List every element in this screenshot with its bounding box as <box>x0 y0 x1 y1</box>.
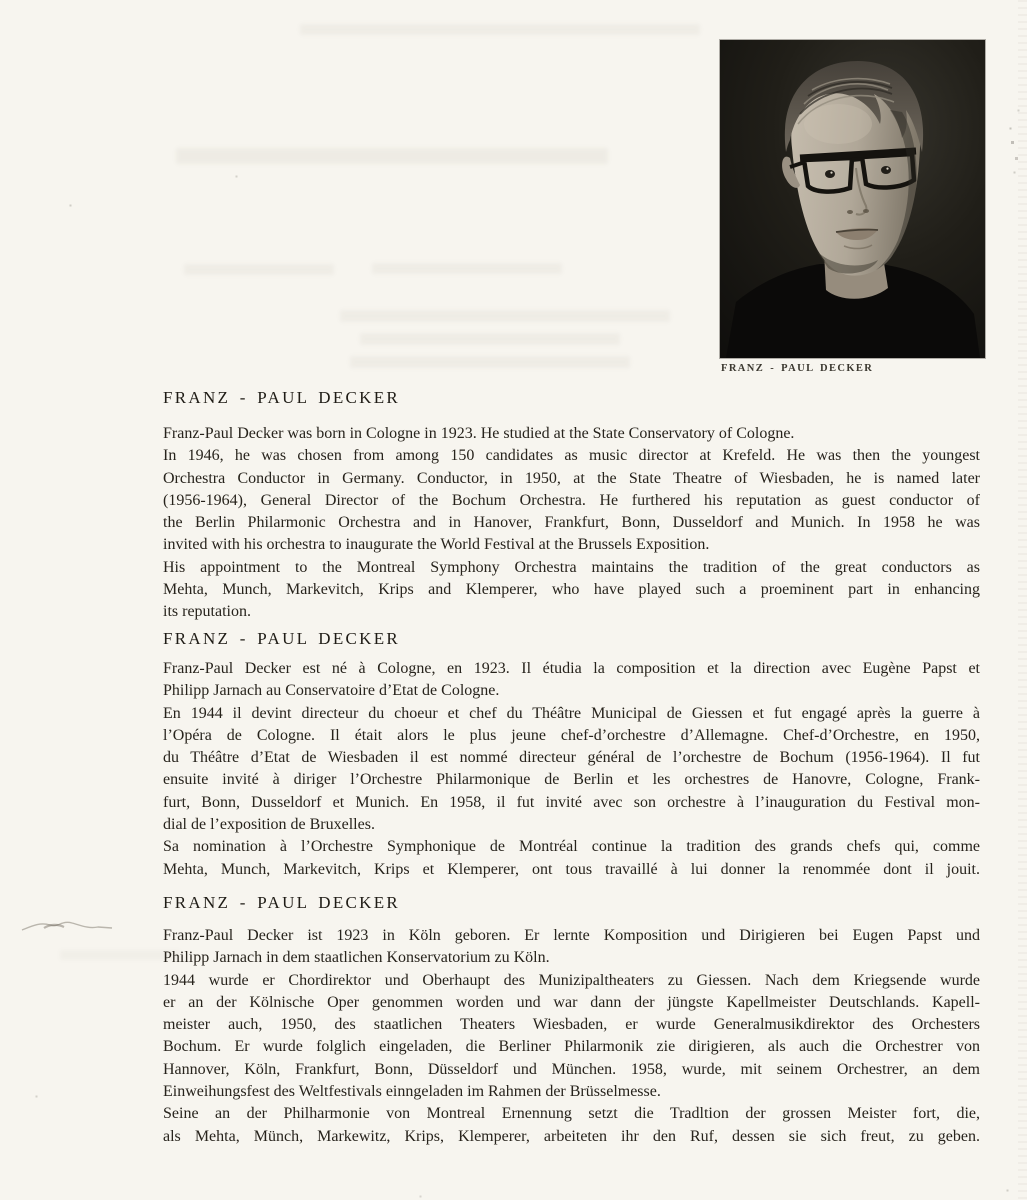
text-line: Sa nomination à l’Orchestre Symphonique de Montréal continue la tradition des grands chefs qui, comme <box>163 838 980 856</box>
text-line: the Berlin Philarmonic Orchestra and in Hanover, Frankfurt, Bonn, Dusseldorf and Munich. In 1958 he was <box>163 514 980 532</box>
scan-noise <box>0 0 1 1</box>
photo-caption: FRANZ - PAUL DECKER <box>721 363 874 374</box>
text-line: Philipp Jarnach in dem staatlichen Konservatorium zu Köln. <box>163 949 550 967</box>
section-heading-french: FRANZ - PAUL DECKER <box>163 629 401 648</box>
text-line: Einweihungsfest des Weltfestivals einngeladen im Rahmen der Brüsselmesse. <box>163 1083 661 1101</box>
bleedthrough-mark <box>176 148 608 164</box>
section-heading-german: FRANZ - PAUL DECKER <box>163 893 401 912</box>
text-line: dial de l’exposition de Bruxelles. <box>163 816 375 834</box>
scan-edge-noise <box>1018 0 1027 1200</box>
text-line: Franz-Paul Decker ist 1923 in Köln geboren. Er lernte Komposition und Dirigieren bei Eugen Papst und <box>163 927 980 944</box>
bleedthrough-mark <box>350 356 630 368</box>
text-line: His appointment to the Montreal Symphony Orchestra maintains the tradition of the great conductors as <box>163 558 980 576</box>
text-line: Franz-Paul Decker est né à Cologne, en 1923. Il étudia la composition et la direction avec Eugène Papst et <box>163 660 980 677</box>
bleedthrough-mark <box>300 24 700 35</box>
bleedthrough-mark <box>60 950 180 960</box>
bleedthrough-mark <box>372 263 562 274</box>
text-line: Mehta, Munch, Markevitch, Krips and Klemperer, who have played such a proeminent part in enhancing <box>163 581 980 599</box>
text-line: invited with his orchestra to inaugurate the World Festival at the Brussels Exposition. <box>163 536 710 554</box>
text-line: Mehta, Munch, Markevitch, Krips et Klemperer, ont tous travaillé à lui donner la renommée dont il jouit. <box>163 860 980 878</box>
text-line: Philipp Jarnach au Conservatoire d’Etat de Cologne. <box>163 682 500 700</box>
text-line: (1956-1964), General Director of the Bochum Orchestra. He furthered his reputation as guest conductor of <box>163 491 980 509</box>
text-line: du Théâtre d’Etat de Wiesbaden il est nommé directeur général de l’orchestre de Bochum (1956-1964). Il fut <box>163 749 980 767</box>
text-line: ensuite invité à diriger l’Orchestre Philarmonique de Berlin et les orchestres de Hanovre, Cologne, Frank- <box>163 771 980 789</box>
portrait-illustration <box>720 40 985 358</box>
text-line: l’Opéra de Cologne. Il était alors le plus jeune chef-d’orchestre d’Allemagne. Chef-d’Orchestre, en 1950, <box>163 726 980 744</box>
bleedthrough-mark <box>340 310 670 322</box>
text-line: In 1946, he was chosen from among 150 candidates as music director at Krefeld. He was then the youngest <box>163 447 980 465</box>
text-line: Seine an der Philharmonie von Montreal Ernennung setzt die Tradltion der grossen Meister fort, die, <box>163 1105 980 1123</box>
text-line: als Mehta, Münch, Markewitz, Krips, Klemperer, arbeiteten ihr den Ruf, dessen sie sich freut, zu geben. <box>163 1127 980 1145</box>
text-line: meister auch, 1950, des staatlichen Theaters Wiesbaden, er wurde Generalmusikdirektor des Orchesters <box>163 1016 980 1034</box>
text-line: its reputation. <box>163 603 251 621</box>
section-body-english <box>163 423 980 624</box>
text-line: Orchestra Conductor in Germany. Conductor, in 1950, at the State Theatre of Wiesbaden, he is named later <box>163 469 980 487</box>
text-line: 1944 wurde er Chordirektor und Oberhaupt des Munizipaltheaters zu Giessen. Nach dem Kriegsende wurde <box>163 971 980 989</box>
text-line: Hannover, Köln, Frankfurt, Bonn, Düsseldorf und München. 1958, wurde, mit seinem Orchestrer, an dem <box>163 1060 980 1078</box>
text-line: Bochum. Er wurde folglich eingeladen, die Berliner Philarmonik zie dirigieren, als auch die Orchestrer von <box>163 1038 980 1056</box>
section-body-french <box>163 658 980 881</box>
text-line: furt, Bonn, Dusseldorf et Munich. En 1958, il fut invité avec son orchestre à l’inauguration du Festival mon- <box>163 793 980 811</box>
portrait-photo <box>720 40 985 358</box>
section-heading-english: FRANZ - PAUL DECKER <box>163 388 401 407</box>
text-line: Franz-Paul Decker was born in Cologne in 1923. He studied at the State Conservatory of Cologne. <box>163 425 795 442</box>
bleedthrough-mark <box>360 333 620 345</box>
bleedthrough-mark <box>184 264 334 275</box>
text-line: En 1944 il devint directeur du choeur et chef du Théâtre Municipal de Giessen et fut engagé après la guerre à <box>163 704 980 722</box>
pencil-smudge <box>20 916 115 938</box>
text-line: er an der Kölnische Oper genommen worden und war dann der jüngste Kapellmeister Deutschlands. Kapell- <box>163 993 980 1011</box>
section-body-german <box>163 925 980 1148</box>
